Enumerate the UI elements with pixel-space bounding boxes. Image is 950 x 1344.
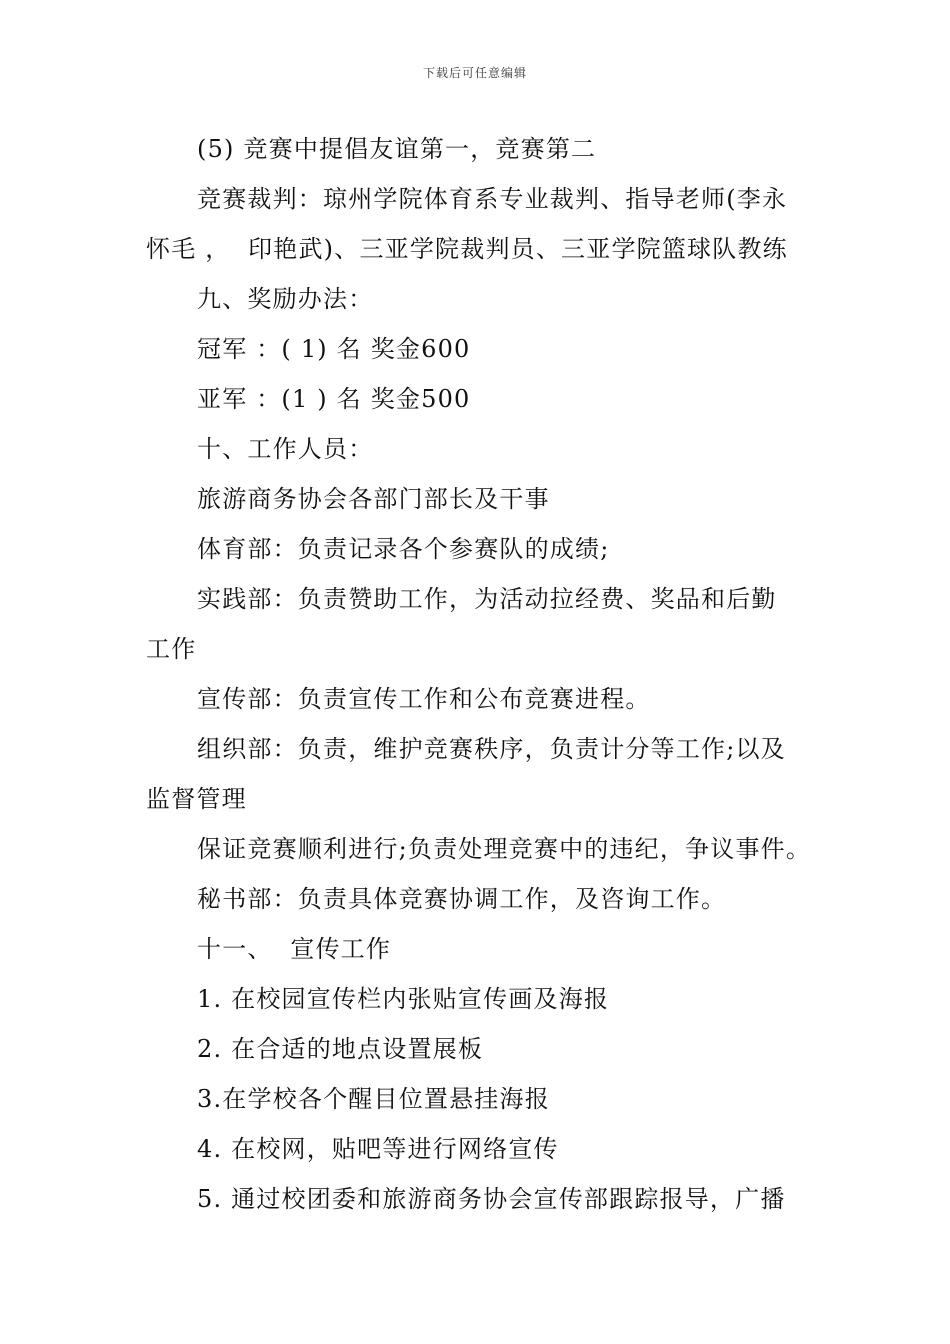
paragraph-line: (5) 竞赛中提倡友谊第一，竞赛第二 <box>197 135 597 163</box>
section-heading: 九、奖励办法： <box>197 285 374 313</box>
paragraph-line: 怀毛 ， 印艳武)、三亚学院裁判员、三亚学院篮球队教练 <box>146 235 788 263</box>
paragraph-line: 宣传部：负责宣传工作和公布竞赛进程。 <box>197 685 651 713</box>
paragraph-line: 组织部：负责，维护竞赛秩序，负责计分等工作;以及 <box>197 735 786 763</box>
list-item: 3.在学校各个醒目位置悬挂海报 <box>197 1085 550 1113</box>
list-item: 4. 在校网，贴吧等进行网络宣传 <box>197 1135 559 1163</box>
page-header: 下载后可任意编辑 <box>422 66 527 80</box>
paragraph-line: 体育部：负责记录各个参赛队的成绩; <box>197 535 610 563</box>
paragraph-line: 保证竞赛顺利进行;负责处理竞赛中的违纪，争议事件。 <box>197 835 812 863</box>
list-item: 2. 在合适的地点设置展板 <box>197 1035 484 1063</box>
document-body <box>146 124 816 1224</box>
section-heading: 十一、 宣传工作 <box>197 935 392 963</box>
paragraph-line: 工作 <box>146 635 197 663</box>
paragraph-line: 竞赛裁判：琼州学院体育系专业裁判、指导老师(李永 <box>197 185 788 213</box>
list-item: 5. 通过校团委和旅游商务协会宣传部跟踪报导，广播 <box>197 1185 786 1213</box>
paragraph-line: 监督管理 <box>146 785 247 813</box>
paragraph-line: 秘书部：负责具体竞赛协调工作，及咨询工作。 <box>197 885 727 913</box>
paragraph-line: 亚军 ：(1 ) 名 奖金500 <box>197 385 471 413</box>
paragraph-line: 实践部：负责赞助工作，为活动拉经费、奖品和后勤 <box>197 585 777 613</box>
list-item: 1. 在校园宣传栏内张贴宣传画及海报 <box>197 985 610 1013</box>
paragraph-line: 冠军 ：( 1) 名 奖金600 <box>197 335 471 363</box>
section-heading: 十、工作人员： <box>197 435 374 463</box>
paragraph-line: 旅游商务协会各部门部长及干事 <box>197 485 550 513</box>
